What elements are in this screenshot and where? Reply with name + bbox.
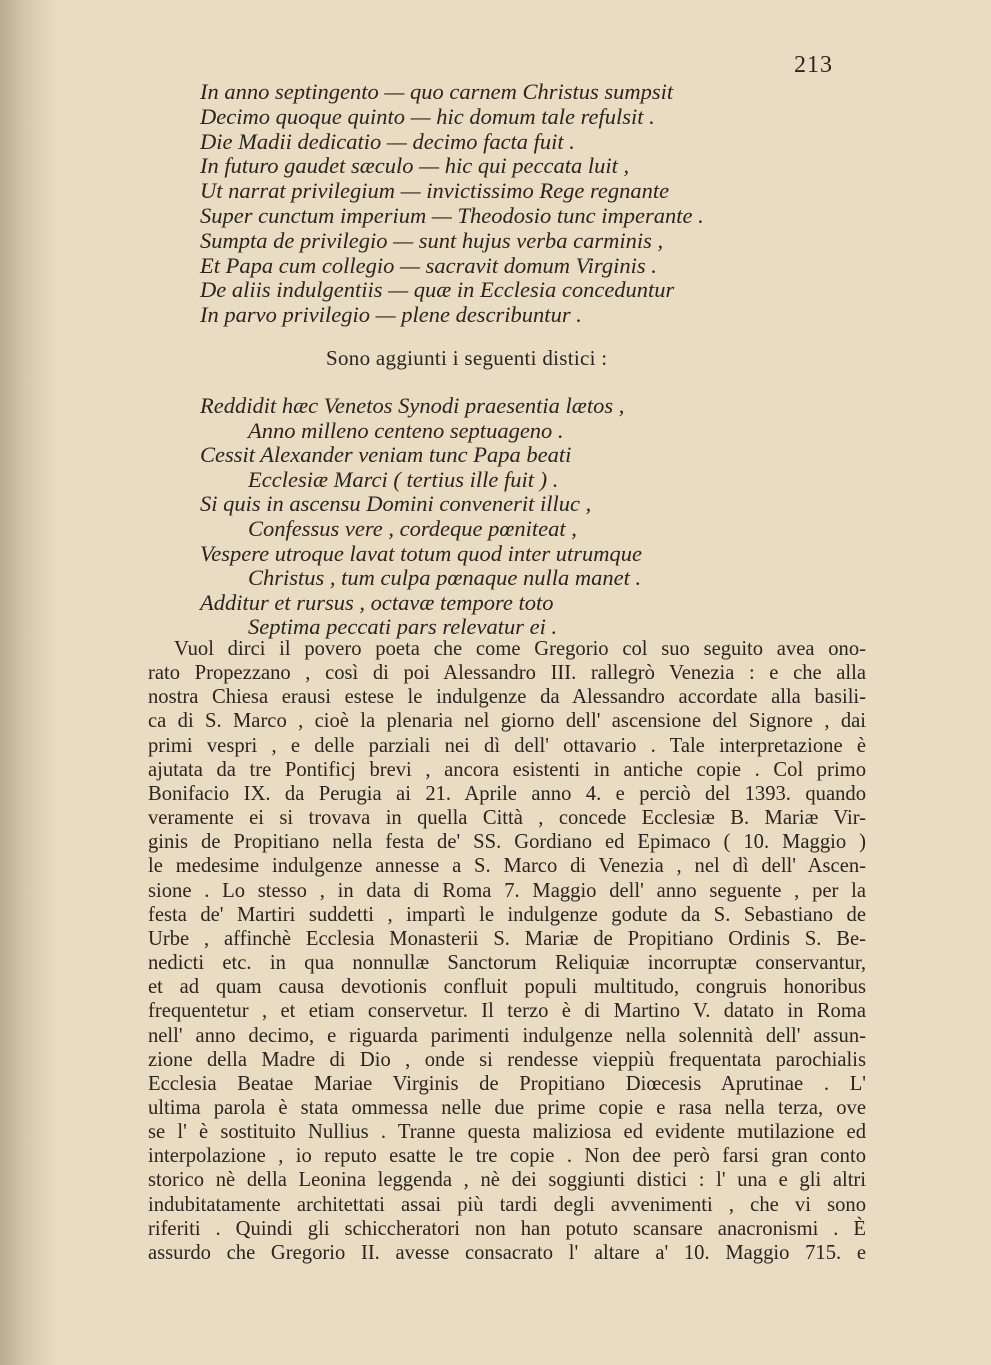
prose-line: Ecclesia Beatae Mariae Virginis de Propitiano Diœcesis Aprutinae . L'	[148, 1072, 866, 1095]
prose-line: assurdo che Gregorio II. avesse consacrato l' altare a' 10. Maggio 715. e	[148, 1241, 866, 1264]
prose-line: interpolazione , io reputo esatte le tre copie . Non dee però farsi gran conto	[148, 1145, 866, 1168]
prose-line: le medesime indulgenze annesse a S. Marco di Venezia , nel dì dell' Ascen-	[148, 855, 866, 878]
prose-line: rato Propezzano , così di poi Alessandro III. rallegrò Venezia : e che alla	[148, 662, 866, 685]
prose-line: ginis de Propitiano nella festa de' SS. Gordiano ed Epimaco ( 10. Maggio )	[148, 831, 866, 854]
distich-line: Reddidit hæc Venetos Synodi praesentia lætos ,	[200, 393, 625, 418]
prose-line: zione della Madre di Dio , onde si rendesse vieppiù frequentata parochialis	[148, 1048, 866, 1071]
prose-line: nedicti etc. in qua nonnullæ Sanctorum Reliquiæ incorruptæ conservantur,	[148, 952, 866, 975]
prose-line: storico nè della Leonina leggenda , nè dei soggiunti distici : l' una e gli altri	[148, 1169, 866, 1192]
latin-verse-block	[200, 80, 840, 328]
prose-line: ultima parola è stata ommessa nelle due prime copie e rasa nella terza, ove	[148, 1096, 866, 1119]
prose-line: Vuol dirci il povero poeta che come Gregorio col suo seguito avea ono-	[174, 638, 866, 660]
distich-line: Confessus vere , cordeque pœniteat ,	[248, 515, 577, 541]
prose-line: Urbe , affinchè Ecclesia Monasterii S. Mariæ de Propitiano Ordinis S. Be-	[148, 927, 866, 950]
prose-line: veramente ei si trovava in quella Città , concede Ecclesiæ B. Mariæ Vir-	[148, 807, 866, 830]
prose-line: nostra Chiesa erausi estese le indulgenze da Alessandro accordate alla basili-	[148, 686, 866, 709]
distich-line: Vespere utroque lavat totum quod inter utrumque	[200, 540, 643, 566]
prose-line: sione . Lo stesso , in data di Roma 7. Maggio dell' anno seguente , per la	[148, 879, 866, 902]
prose-line: se l' è sostituito Nullius . Tranne questa maliziosa ed evidente mutilazione ed	[148, 1121, 866, 1144]
prose-line: riferiti . Quindi gli schiccheratori non han potuto scansare anacronismi . È	[148, 1217, 866, 1240]
distich-line: Si quis in ascensu Domini convenerit illuc ,	[200, 491, 592, 517]
verse-line: Et Papa cum collegio — sacravit domum Virginis .	[200, 252, 657, 278]
verse-line: In parvo privilegio — plene describuntur .	[200, 302, 582, 328]
prose-line: ajutata da tre Pontificj brevi , ancora esistenti in antiche copie . Col primo	[148, 758, 866, 781]
distich-line: Ecclesiæ Marci ( tertius ille fuit ) .	[248, 466, 559, 492]
prose-line: et ad quam causa devotionis confluit populi multitudo, congruis honoribus	[148, 976, 866, 999]
verse-line: Super cunctum imperium — Theodosio tunc imperante .	[200, 202, 704, 228]
distici-block	[200, 394, 840, 640]
distich-line: Anno milleno centeno septuageno .	[248, 417, 564, 443]
verse-line: Die Madii dedicatio — decimo facta fuit .	[200, 128, 575, 154]
prose-line: primi vespri , e delle parziali nei dì dell' ottavario . Tale interpretazione è	[148, 734, 866, 757]
page-number: 213	[794, 52, 833, 78]
verse-line: Sumpta de privilegio — sunt hujus verba carminis ,	[200, 227, 664, 253]
distich-line: Cessit Alexander veniam tunc Papa beati	[200, 442, 572, 468]
prose-paragraph	[148, 637, 866, 1265]
distich-line: Additur et rursus , octavæ tempore toto	[200, 589, 554, 615]
prose-line: frequentetur , et etiam conservetur. Il terzo è di Martino V. datato in Roma	[148, 1000, 866, 1023]
verse-line: In anno septingento — quo carnem Christus sumpsit	[200, 79, 674, 104]
prose-line: Bonifacio IX. da Perugia ai 21. Aprile anno 4. e perciò del 1393. quando	[148, 782, 866, 805]
page-gutter-shadow	[0, 0, 58, 1365]
verse-line: Ut narrat privilegium — invictissimo Rege regnante	[200, 178, 670, 204]
prose-line: festa de' Martiri suddetti , impartì le indulgenze godute da S. Sebastiano de	[148, 903, 866, 926]
prose-line: ca di S. Marco , cioè la plenaria nel giorno dell' ascensione del Signore , dai	[148, 710, 866, 733]
prose-line: nell' anno decimo, e riguarda parimenti indulgenze nella solennità dell' assun-	[148, 1024, 866, 1047]
verse-line: Decimo quoque quinto — hic domum tale refulsit .	[200, 103, 655, 129]
verse-line: De aliis indulgentiis — quæ in Ecclesia conceduntur	[200, 277, 675, 303]
distich-line: Septima peccati pars relevatur ei .	[248, 614, 558, 640]
distich-line: Christus , tum culpa pœnaque nulla manet .	[248, 565, 642, 591]
prose-line: indubitatamente architettati assai più tardi degli avvenimenti , che vi sono	[148, 1193, 866, 1216]
verse-line: In futuro gaudet sæculo — hic qui peccata luit ,	[200, 153, 630, 179]
section-heading: Sono aggiunti i seguenti distici :	[326, 346, 608, 370]
